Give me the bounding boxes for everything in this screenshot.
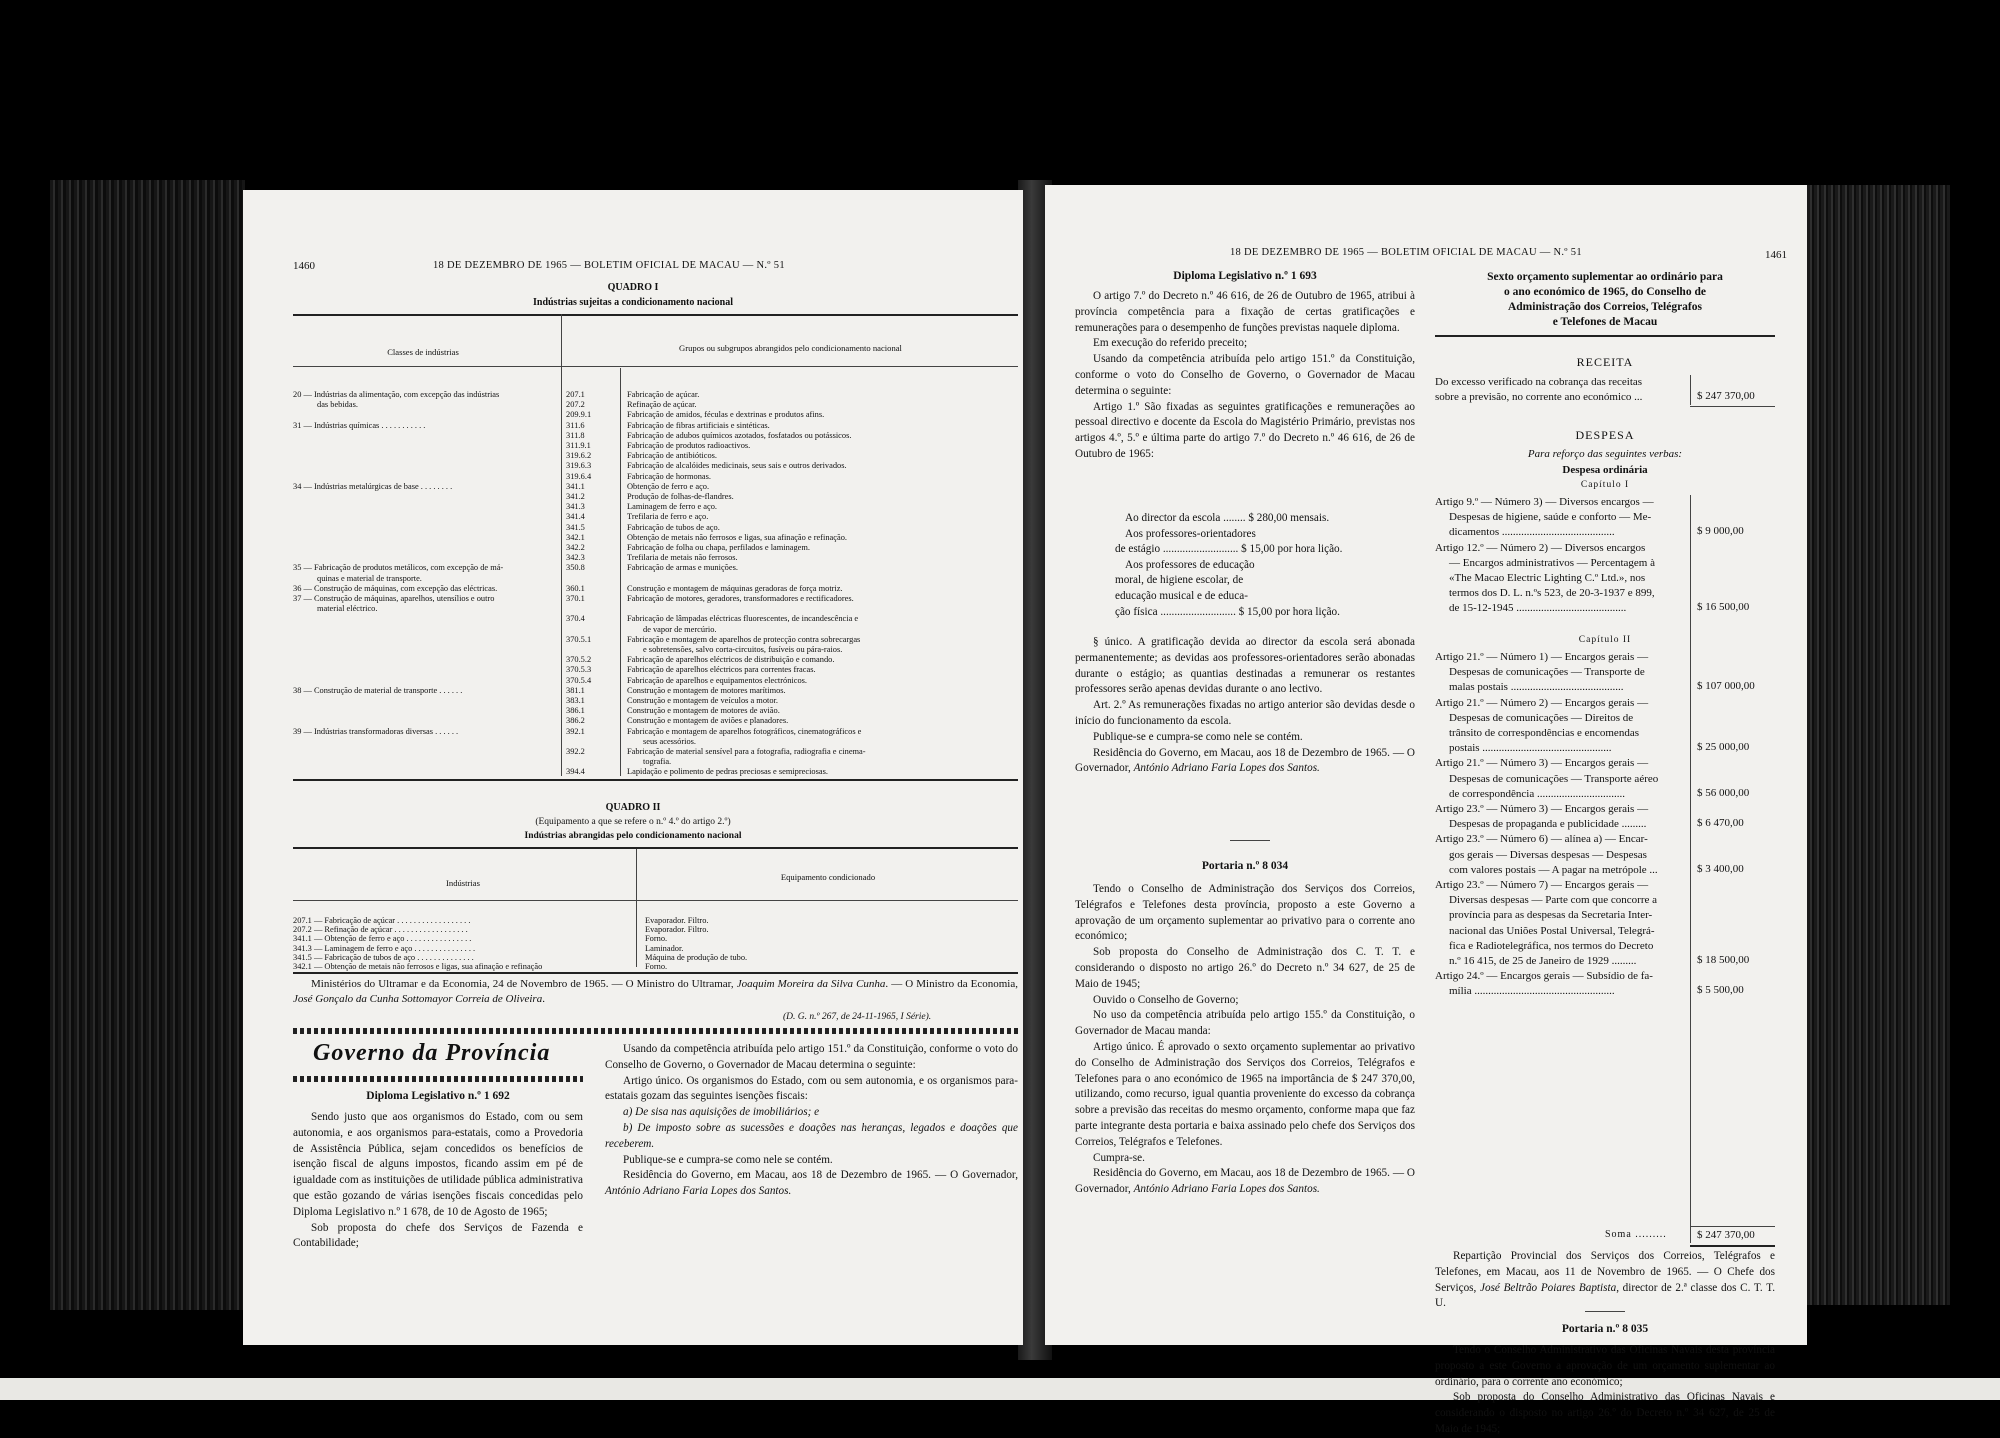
group-description: tografia. [643, 757, 672, 767]
table-row [293, 441, 1018, 451]
group-description: de vapor de mercúrio. [643, 624, 717, 634]
budget-item-line: fica e Radiotelegráfica, nos termos do Decreto [1449, 939, 1654, 952]
table-row [293, 512, 1018, 522]
table-row [293, 563, 1018, 573]
separator [1230, 840, 1270, 841]
table-row [293, 431, 1018, 441]
group-code: 392.1 [566, 726, 585, 736]
group-description: Obtenção de ferro e aço. [627, 481, 710, 491]
table-row [293, 655, 1018, 665]
rule [293, 779, 1018, 781]
industry-class: das bebidas. [317, 400, 358, 410]
group-description: Fabricação de antibióticos. [627, 451, 717, 461]
group-description: Fabricação e montagem de aparelhos fotográficos, cinematográficos e [627, 726, 862, 736]
table-row [293, 716, 1018, 726]
budget-item-line: nacional das Uniões Postal Universal, Telegrá- [1449, 924, 1655, 937]
table-row [293, 962, 1018, 972]
gratification-list: Ao director da escola ........ $ 280,00 mensais. Aos professores-orientadores de estágio ........................... $ 15,00 por hora lição. Aos professores de educação moral, de higiene escolar, de educação musical e de educa- ção física ........................... $ 15,00 por hora lição. [1115, 512, 1343, 618]
budget-item-line: — Encargos administrativos — Percentagem à [1449, 556, 1655, 569]
table-row [293, 737, 1018, 747]
group-description: e sobretensões, salvo corta-circuitos, fusíveis ou pára-raios. [643, 645, 843, 654]
diploma-1692-body-left: Sendo justo que aos organismos do Estado, com ou sem autonomia, e aos organismos para-estatais, como a Provedoria de Assistência Pública, sejam concedidos os benefícios de isenção fiscal de alguns impostos, ficando assim em pé de igualdade com as instituições de utilidade pública administrativa que estão gozando de várias isenções fiscais concedidas pelo Diploma Legislativo n.º 1 678, de 10 de Agosto de 1965; Sob proposta do chefe dos Serviços de Fazenda e Contabilidade; [293, 1111, 583, 1250]
source-reference: (D. G. n.º 267, de 24-11-1965, I Série). [783, 1012, 932, 1022]
group-code: 370.5.1 [566, 634, 592, 644]
rule [1690, 1245, 1775, 1247]
industry: 342.1 — Obtenção de metais não ferrosos e ligas, sua afinação e refinação [293, 962, 543, 971]
table-row [293, 696, 1018, 706]
group-code: 311.6 [566, 420, 585, 430]
rule [293, 972, 1018, 974]
budget-item-amount: $ 5 500,00 [1697, 984, 1744, 997]
industry-class: material eléctrico. [317, 604, 378, 614]
table-row [293, 451, 1018, 461]
table-row [293, 594, 1018, 604]
book-edge-right [1800, 185, 1950, 1305]
budget-item-line: «The Macao Electric Lighting C.º Ltd.», nos [1449, 572, 1646, 584]
despesa-ordinaria-label: Despesa ordinária [1562, 464, 1648, 476]
rule [293, 366, 1018, 367]
budget-item-amount: $ 25 000,00 [1697, 741, 1750, 754]
table-row [293, 574, 1018, 584]
budget-signature: Repartição Provincial dos Serviços dos Correios, Telégrafos e Telefones, em Macau, aos 11 de Novembro de 1965. — O Chefe dos Serviços, José Beltrão Poiares Baptista, director de 2.ª classe dos C. T. T. U. [1435, 1250, 1775, 1310]
group-code: 319.6.3 [566, 461, 592, 471]
group-code: 386.2 [566, 716, 585, 726]
budget-item-line: Diversas despesas — Parte com que concorre a [1449, 894, 1658, 907]
table-row [293, 625, 1018, 635]
diploma-1693-body-2: § único. A gratificação devida ao director da escola será abonada permanentemente; as devidas aos professores-orientadores serão abonadas durante o estágio; as quantias destinadas a remunerar os restantes professores serão apenas devidas durante o ano lectivo. Art. 2.º As remunerações fixadas no artigo anterior são devidas desde o início do funcionamento da escola. Publique-se e cumpra-se como nele se contém. Residência do Governo, em Macau, aos 18 de Dezembro de 1965. — O Governador, António Adriano Faria Lopes dos Santos. [1075, 636, 1415, 775]
group-code: 311.9.1 [566, 441, 591, 450]
group-code: 319.6.2 [566, 451, 592, 461]
group-description: Fabricação de produtos radioactivos. [627, 441, 751, 450]
group-description: Fabricação de adubos químicos azotados, fosfatados ou potássicos. [627, 430, 852, 440]
reforco-label: Para reforço das seguintes verbas: [1527, 448, 1683, 460]
governo-heading: Governo da Província [313, 1040, 551, 1066]
quadro2-subtitle1: (Equipamento a que se refere o n.º 4.º do artigo 2.º) [535, 817, 731, 827]
group-description: Lapidação e polimento de pedras preciosas e semipreciosas. [627, 767, 828, 777]
table-row [293, 747, 1018, 757]
rule [293, 847, 1018, 849]
industry: 341.1 — Obtenção de ferro e aço . . . . . . . . . . . . . . . . [293, 934, 472, 944]
group-description: Fabricação de alcalóides medicinais, seus sais e outros derivados. [627, 461, 847, 471]
decorative-border [293, 1076, 583, 1082]
quadro1-title: QUADRO I [607, 282, 659, 293]
budget-item-line: Artigo 21.º — Número 1) — Encargos gerais — [1435, 651, 1649, 663]
budget-item-line: dicamentos ......................................... [1449, 526, 1615, 539]
budget-item-line: Despesas de propaganda e publicidade ......... [1449, 818, 1647, 831]
group-code: 383.1 [566, 696, 585, 705]
table-row [293, 461, 1018, 471]
group-code: 370.5.2 [566, 655, 592, 665]
table-row [293, 492, 1018, 502]
budget-title: Sexto orçamento suplementar ao ordinário para o ano económico de 1965, do Conselho de Administração dos Correios, Telégrafos e Telefones de Macau [1487, 271, 1723, 328]
group-code: 370.5.4 [566, 675, 592, 685]
quadro1-col2-header: Grupos ou subgrupos abrangidos pelo condicionamento nacional [679, 343, 902, 353]
table-row [293, 502, 1018, 512]
table-row [293, 665, 1018, 675]
group-code: 370.4 [566, 614, 585, 624]
equipment: Forno. [645, 962, 668, 971]
group-code: 207.2 [566, 400, 585, 410]
budget-item-amount: $ 56 000,00 [1697, 786, 1750, 799]
industry: 207.2 — Refinação de açúcar . . . . . . . . . . . . . . . . . . [293, 925, 468, 935]
group-code: 341.2 [566, 492, 585, 501]
budget-item-amount: $ 107 000,00 [1697, 680, 1755, 693]
budget-item-line: Despesas de comunicações — Direitos de [1449, 711, 1634, 724]
group-code: 207.1 [566, 390, 585, 399]
quadro1-subtitle: Indústrias sujeitas a condicionamento nacional [532, 297, 734, 308]
diploma-1692-title: Diploma Legislativo n.º 1 692 [366, 1090, 510, 1102]
column-divider [1690, 495, 1691, 1243]
quadro2-table [293, 916, 1018, 971]
industry: 341.3 — Laminagem de ferro e aço . . . . . . . . . . . . . . . [293, 943, 476, 953]
industry: 207.1 — Fabricação de açúcar . . . . . . . . . . . . . . . . . . [293, 916, 471, 925]
quadro2-title: QUADRO II [605, 802, 661, 813]
quadro2-col1-header: Indústrias [446, 878, 480, 888]
group-description: Fabricação de motores, geradores, transformadores e rectificadores. [627, 594, 854, 603]
receita-heading: RECEITA [1576, 355, 1634, 369]
industry-class: quinas e material de transporte. [317, 573, 422, 583]
industry-class: 37 — Construção de máquinas, aparelhos, utensílios e outro [293, 594, 495, 603]
table-row [293, 584, 1018, 594]
industry-class: 39 — Indústrias transformadoras diversas . . . . . . [293, 726, 459, 736]
budget-item-line: Artigo 23.º — Número 7) — Encargos gerais — [1435, 879, 1649, 891]
equipment: Laminador. [645, 943, 684, 953]
page-number-right: 1461 [1765, 249, 1787, 261]
industry-class: 20 — Indústrias da alimentação, com excepção das indústrias [293, 390, 500, 399]
budget-item-line: termos dos D. L. n.ºs 523, de 20-3-1937 e 899, [1449, 587, 1655, 600]
budget-item-line: Artigo 24.º — Encargos gerais — Subsídio de fa- [1435, 970, 1653, 983]
budget-item-line: com valores postais — A pagar na metrópole ... [1449, 863, 1658, 876]
group-description: Construção e montagem de veículos a motor. [627, 696, 778, 705]
budget-item-line: Despesas de higiene, saúde e conforto — Me- [1449, 511, 1652, 524]
decorative-border [293, 1028, 1018, 1034]
portaria-8035-body: Tendo o Conselho Administrativo das Oficinas Navais desta província proposto a este Governo a aprovação de um orçamento suplementar ao ordinário, para o corrente ano económico; Sob proposta do Conselho Administrativo das Oficinas Navais e considerando o disposto no artigo 26.º do Decreto n.º 34 627, de 25 de Maio de 1945; [1435, 1344, 1775, 1435]
industry-class: 35 — Fabricação de produtos metálicos, com excepção de má- [293, 563, 504, 573]
industry: 341.5 — Fabricação de tubos de aço . . . . . . . . . . . . . . [293, 952, 474, 962]
budget-item-amount: $ 6 470,00 [1697, 817, 1744, 830]
group-code: 341.5 [566, 522, 585, 532]
column-divider [1690, 375, 1691, 405]
diploma-1692-body-right: Usando da competência atribuída pelo artigo 151.º da Constituição, conforme o voto do Conselho de Governo, o Governador de Macau determina o seguinte: Artigo único. Os organismos do Estado, com ou sem autonomia, e os organismos para-estatais gozam das seguintes isenções fiscais: a) De sisa nas aquisições de imobiliários; e b) De imposto sobre as sucessões e doações nas heranças, legados e doações que receberem. Publique-se e cumpra-se como nele se contém. Residência do Governo, em Macau, aos 18 de Dezembro de 1965. — O Governador, António Adriano Faria Lopes dos Santos. [605, 1043, 1018, 1198]
table-row [293, 421, 1018, 431]
table-row [293, 757, 1018, 767]
table-row [293, 767, 1018, 777]
group-code: 370.1 [566, 594, 585, 603]
group-description: Fabricação de tubos de aço. [627, 522, 720, 532]
group-code: 311.8 [566, 430, 585, 440]
group-description: Fabricação de lâmpadas eléctricas fluorescentes, de incandescência e [627, 614, 859, 624]
group-code: 370.5.3 [566, 665, 592, 675]
budget-item-line: Despesas de comunicações — Transporte de [1449, 666, 1645, 679]
group-description: Trefilaria de ferro e aço. [627, 512, 709, 522]
group-description: Produção de folhas-de-flandres. [627, 492, 734, 501]
table-row [293, 553, 1018, 563]
group-code: 392.2 [566, 747, 585, 756]
group-description: Fabricação de amidos, féculas e dextrinas e produtos afins. [627, 410, 825, 420]
table-row [293, 390, 1018, 400]
budget-item-line: mília ................................................... [1449, 985, 1615, 998]
group-description: Fabricação de hormonas. [627, 471, 711, 481]
budget-item-line: Artigo 23.º — Número 6) — alínea a) — Encar- [1435, 833, 1648, 846]
budget-item-line: província para as despesas da Secretaria Inter- [1449, 909, 1653, 922]
ministers-signature: Ministérios do Ultramar e da Economia, 24 de Novembro de 1965. — O Ministro do Ultramar, Joaquim Moreira da Silva Cunha. — O Ministro da Economia, José Gonçalo da Cunha Sottomayor Correia de Oliveira. [293, 978, 1018, 1005]
left-page [243, 190, 1023, 1345]
group-description: Construção e montagem de aviões e planadores. [627, 716, 789, 726]
portaria-8034-body: Tendo o Conselho de Administração dos Serviços dos Correios, Telégrafos e Telefones desta província, proposto a este Governo a aprovação de um orçamento suplementar ao privativo para o corrente ano económico; Sob proposta do Conselho de Administração dos C. T. T. e considerando o disposto no artigo 26.º do Decreto n.º 34 627, de 25 de Maio de 1945; Ouvido o Conselho de Governo; No uso da competência atribuída pelo artigo 155.º da Constituição, o Governador de Macau manda: Artigo único. É aprovado o sexto orçamento suplementar ao privativo do Conselho de Administração dos Serviços dos Correios, Telégrafos e Telefones para o ano económico de 1965 na importância de $ 247 370,00, utilizando, como recurso, igual quantia proveniente do excesso da cobrança sobre a previsão das receitas do mesmo orçamento, conforme mapa que faz parte integrante desta portaria e baixa assinado pelo chefe dos Serviços dos Correios, Telégrafos e Telefones. Cumpra-se. Residência do Governo, em Macau, aos 18 de Dezembro de 1965. — O Governador, António Adriano Faria Lopes dos Santos. [1075, 883, 1415, 1196]
budget-item-line: Despesas de comunicações — Transporte aéreo [1449, 772, 1659, 785]
running-head-right: 18 DE DEZEMBRO DE 1965 — BOLETIM OFICIAL DE MACAU — N.º 51 [1230, 247, 1582, 258]
table-row [293, 400, 1018, 410]
group-description: Construção e montagem de motores de avião. [627, 706, 780, 716]
group-code: 342.2 [566, 543, 585, 552]
group-code: 341.3 [566, 502, 585, 512]
table-row [293, 706, 1018, 716]
receita-amount: $ 247 370,00 [1697, 390, 1755, 402]
group-description: Fabricação de aparelhos eléctricos de distribuição e comando. [627, 655, 835, 665]
group-description: Laminagem de ferro e aço. [627, 502, 717, 512]
table-row [293, 676, 1018, 686]
table-row [293, 635, 1018, 645]
industry-class: 34 — Indústrias metalúrgicas de base . . . . . . . . [293, 481, 453, 491]
despesa-heading: DESPESA [1575, 428, 1635, 442]
group-description: Fabricação de açúcar. [627, 390, 700, 399]
table-row [293, 410, 1018, 420]
table-row [293, 727, 1018, 737]
book-edge-left [50, 180, 245, 1310]
equipment: Máquina de produção de tubo. [645, 952, 748, 962]
group-code: 394.4 [566, 767, 585, 777]
equipment: Evaporador. Filtro. [645, 925, 709, 935]
rule [1690, 406, 1775, 407]
table-row [293, 645, 1018, 655]
table-row [293, 482, 1018, 492]
budget-item-line: Artigo 23.º — Número 3) — Encargos gerais — [1435, 803, 1649, 815]
group-code: 341.4 [566, 512, 585, 522]
diploma-1693-title: Diploma Legislativo n.º 1 693 [1173, 270, 1317, 282]
budget-item-line: de 15-12-1945 ........................................ [1449, 602, 1627, 615]
budget-item-line: postais ............................................... [1449, 742, 1612, 755]
industry-class: 31 — Indústrias químicas . . . . . . . . . . . [293, 420, 426, 430]
group-description: Fabricação de aparelhos e equipamentos electrónicos. [627, 675, 807, 685]
group-code: 381.1 [566, 685, 585, 695]
budget-item-amount: $ 9 000,00 [1697, 525, 1744, 538]
budget-item-line: trânsito de correspondências e encomendas [1449, 727, 1639, 739]
quadro2-subtitle2: Indústrias abrangidas pelo condicionamento nacional [524, 831, 742, 841]
rule [293, 900, 1018, 901]
quadro2-col2-header: Equipamento condicionado [780, 872, 876, 882]
group-description: Fabricação de material sensível para a fotografia, radiografia e cinema- [627, 747, 866, 756]
rule [1690, 1226, 1775, 1227]
table-row [293, 523, 1018, 533]
soma-amount: $ 247 370,00 [1697, 1229, 1755, 1241]
group-description: Construção e montagem de máquinas geradoras de força motriz. [627, 583, 843, 593]
group-code: 342.1 [566, 532, 585, 542]
budget-item-amount: $ 3 400,00 [1697, 862, 1744, 875]
group-description: Construção e montagem de motores marítimos. [627, 685, 786, 695]
budget-item-line: Artigo 9.º — Número 3) — Diversos encargos — [1435, 496, 1654, 508]
table-row [293, 614, 1018, 624]
budget-item-line: gos gerais — Diversas despesas — Despesas [1449, 848, 1647, 861]
capitulo-1-label: Capítulo I [1580, 480, 1630, 490]
group-description: Fabricação de fibras artificiais e sintéticas. [627, 420, 770, 430]
running-head-left: 18 DE DEZEMBRO DE 1965 — BOLETIM OFICIAL DE MACAU — N.º 51 [433, 260, 785, 271]
group-description: Refinação de açúcar. [627, 400, 697, 410]
soma-label: Soma ......... [1605, 1229, 1667, 1240]
industry-class: 36 — Construção de máquinas, com excepção das eléctricas. [293, 583, 498, 593]
group-code: 209.9.1 [566, 410, 592, 420]
separator [1585, 1311, 1625, 1312]
page-number-left: 1460 [293, 260, 315, 272]
group-description: Obtenção de metais não ferrosos e ligas, sua afinação e refinação. [627, 532, 847, 542]
group-code: 350.8 [566, 563, 585, 573]
group-code: 342.3 [566, 553, 585, 563]
quadro1-table [293, 390, 1018, 780]
receita-text: Do excesso verificado na cobrança das receitas sobre a previsão, no corrente ano económico ... [1435, 376, 1643, 404]
budget-item-line: Artigo 12.º — Número 2) — Diversos encargos [1435, 541, 1646, 554]
portaria-8035-title: Portaria n.º 8 035 [1561, 1323, 1649, 1335]
group-code: 360.1 [566, 583, 585, 593]
portaria-8034-title: Portaria n.º 8 034 [1201, 860, 1289, 872]
budget-item-line: de correspondência ................................ [1449, 787, 1625, 800]
diploma-1693-body: O artigo 7.º do Decreto n.º 46 616, de 26 de Outubro de 1965, atribui à província competência para a fixação de certas gratificações e remunerações para o desempenho de funções previstas naquele diploma. Em execução do referido preceito; Usando da competência atribuída pelo artigo 151.º da Constituição, conforme o voto do Conselho de Governo, o Governador de Macau determina o seguinte: Artigo 1.º São fixadas as seguintes gratificações e remunerações ao pessoal directivo e docente da Escola do Magistério Primário, previstas nos artigos 4.º, 5.º e última parte do artigo 7.º do Decreto n.º 46 616, de 26 de Outubro de 1965: [1075, 290, 1415, 460]
rule [293, 314, 1018, 316]
budget-item-amount: $ 18 500,00 [1697, 954, 1750, 966]
budget-item-line: Artigo 21.º — Número 3) — Encargos gerais — [1435, 757, 1649, 770]
table-row [293, 543, 1018, 553]
group-code: 341.1 [566, 481, 585, 491]
quadro1-col1-header: Classes de indústrias [387, 347, 459, 357]
budget-item-line: n.º 16 415, de 25 de Janeiro de 1929 ......... [1449, 955, 1637, 967]
capitulo-2-label: Capítulo II [1578, 635, 1632, 645]
right-page [1045, 185, 1807, 1435]
group-code: 319.6.4 [566, 471, 592, 481]
table-row [293, 472, 1018, 482]
group-description: Fabricação de aparelhos eléctricos para correntes fracas. [627, 665, 816, 675]
equipment: Forno. [645, 934, 668, 944]
group-description: seus acessórios. [643, 736, 697, 746]
group-description: Fabricação de armas e munições. [627, 563, 738, 573]
table-row [293, 686, 1018, 696]
group-description: Trefilaria de metais não ferrosos. [627, 553, 738, 563]
budget-item-line: malas postais ......................................... [1449, 681, 1624, 694]
budget-item-line: Artigo 21.º — Número 2) — Encargos gerais — [1435, 696, 1649, 709]
table-row [293, 533, 1018, 543]
industry-class: 38 — Construção de material de transporte . . . . . . [293, 685, 463, 695]
group-description: Fabricação e montagem de aparelhos de protecção contra sobrecargas [627, 634, 861, 644]
group-description: Fabricação de folha ou chapa, perfilados e laminagem. [627, 543, 811, 552]
table-row [293, 604, 1018, 614]
group-code: 386.1 [566, 706, 585, 716]
budget-item-amount: $ 16 500,00 [1697, 601, 1750, 614]
equipment: Evaporador. Filtro. [645, 916, 709, 925]
rule [1435, 335, 1775, 337]
